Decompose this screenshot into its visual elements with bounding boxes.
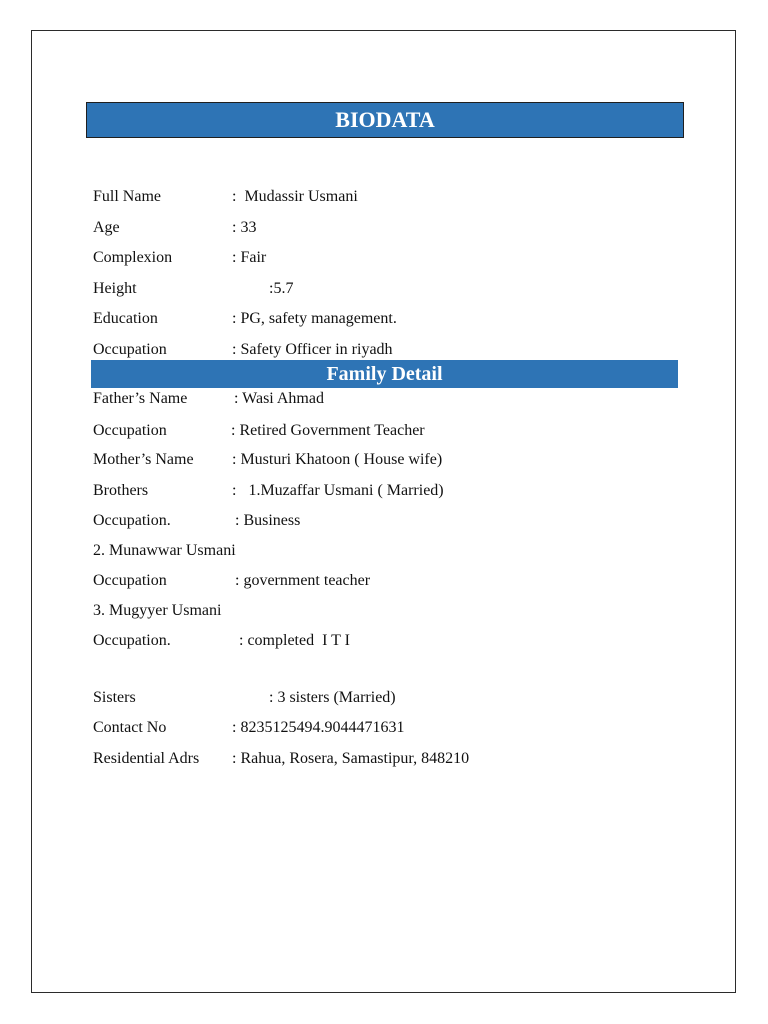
- row-label: Full Name: [93, 188, 161, 205]
- row-value: : Retired Government Teacher: [231, 422, 425, 439]
- row-value: : PG, safety management.: [232, 310, 397, 327]
- row-label: Occupation.: [93, 512, 171, 529]
- row-value: : Rahua, Rosera, Samastipur, 848210: [232, 750, 470, 767]
- row-value: : 8235125494.9044471631: [232, 719, 405, 736]
- row-value: : government teacher: [235, 572, 371, 589]
- row-value: : Business: [235, 512, 301, 529]
- family-detail-heading: Family Detail: [91, 360, 678, 388]
- row-value: : 33: [232, 219, 257, 236]
- row-label: Complexion: [93, 249, 173, 266]
- row-label: Brothers: [93, 482, 149, 499]
- row-value: : 1.Muzaffar Usmani ( Married): [232, 482, 444, 499]
- row-label: Occupation: [93, 341, 167, 358]
- row-value: : Musturi Khatoon ( House wife): [232, 451, 443, 468]
- row-label: Occupation: [93, 422, 167, 439]
- row-value: : 3 sisters (Married): [269, 689, 396, 706]
- row-label: Occupation.: [93, 632, 171, 649]
- row-residential-address: [93, 749, 470, 809]
- row-brother3-occupation: [93, 631, 350, 691]
- row-label: Residential Adrs: [93, 750, 200, 767]
- row-label: Height: [93, 280, 137, 297]
- biodata-title: BIODATA: [86, 102, 684, 138]
- row-value: : Safety Officer in riyadh: [232, 341, 393, 358]
- row-label: Sisters: [93, 689, 136, 706]
- row-label: Contact No: [93, 719, 167, 736]
- row-value: : Wasi Ahmad: [234, 390, 324, 407]
- row-label: Education: [93, 310, 158, 327]
- row-label: 3. Mugyyer Usmani: [93, 602, 222, 619]
- row-value: : Fair: [232, 249, 267, 266]
- row-value: :5.7: [269, 280, 294, 297]
- row-value: : Mudassir Usmani: [232, 188, 358, 205]
- row-label: Age: [93, 219, 120, 236]
- row-label: Father’s Name: [93, 390, 188, 407]
- row-value: : completed I T I: [239, 632, 350, 649]
- row-label: Occupation: [93, 572, 167, 589]
- row-label: 2. Munawwar Usmani: [93, 542, 236, 559]
- row-label: Mother’s Name: [93, 451, 194, 468]
